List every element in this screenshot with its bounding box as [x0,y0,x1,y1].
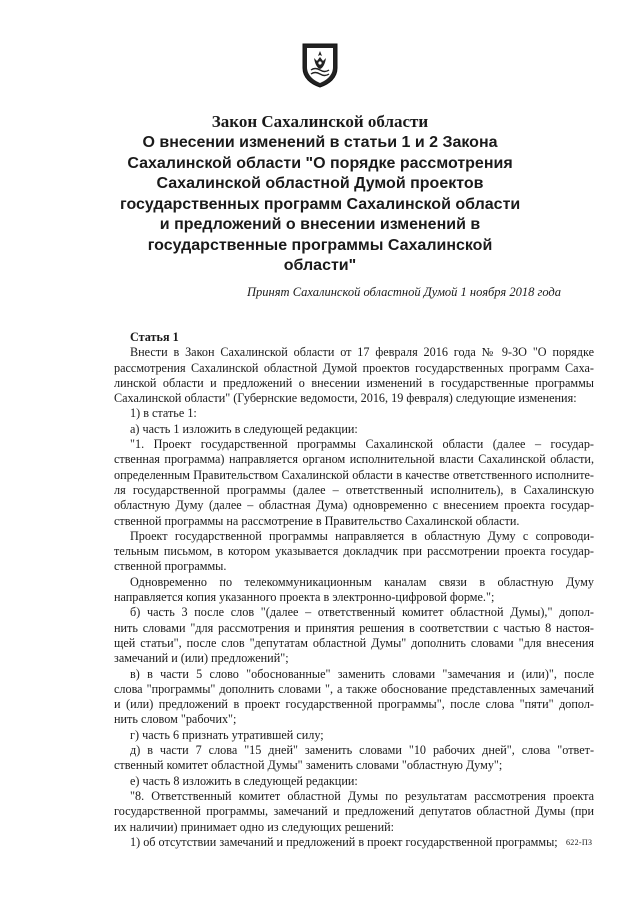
subject-line: государственные программы Сахалинской [147,236,493,254]
text-line: е) часть 8 изложить в следующей редакции: [130,773,358,788]
subject-line: Сахалинской областной Думой проектов [156,175,484,192]
text-line: тельным письмом, в котором указывается докладчик при рассмотрении проекта государ- [114,544,594,559]
text-line: государственной программы, замечаний и предложений депутатов областной Думы (при [114,804,594,819]
text-line: д) в части 7 слова "15 дней" заменить словами "10 рабочих дней", слова "ответ- [130,743,594,758]
text-line: г) часть 6 признать утратившей силу; [130,727,324,742]
text-line: слова "программы" дополнить словами ", а также обоснование представленных замечаний [114,681,594,696]
text-line: ственный комитет областной Думы" заменить словами "областную Думу"; [114,758,503,773]
text-line: ля государственной программы (далее – ответственный исполнитель), в Сахалинскую [114,482,594,497]
text-line: нить словом "рабочих"; [114,712,237,727]
document-code: 622-ПЗ [566,838,593,847]
text-line: в) в части 5 слово "обоснованные" заменить словами "замечания и (или)", после [130,666,594,681]
text-line: 1) об отсутствии замечаний и предложений в проект государственной программы; [130,834,558,849]
text-line: ственной программы. [114,559,227,574]
text-line: и (или) предложений в проект государственной программы", после слова "пяти" допол- [114,697,594,712]
subject-line: государственных программ Сахалинской области [120,195,521,213]
subject-line: области" [283,257,357,274]
article-body [114,330,594,850]
adoption-note: Принят Сахалинской областной Думой 1 ноября 2018 года [247,285,561,299]
subject-line: и предложений о внесении изменений в [159,216,481,233]
text-line: Одновременно по телекоммуникационным каналам связи в областную Думу [130,574,594,589]
text-line: определенным Правительством Сахалинской области в качестве ответственного исполните- [114,467,594,482]
text-line: ственной программы на рассмотрение в Правительство Сахалинской области. [114,513,520,528]
text-line: "1. Проект государственной программы Сахалинской области (далее – государ- [130,437,594,452]
text-line: областную Думу (далее – областная Дума) одновременно с внесением проекта государ- [114,498,594,513]
text-line: линской области и предложений о внесении изменений в государственные программы [114,375,594,390]
text-line: замечаний и (или) предложений"; [114,651,289,666]
text-line: нить словами "для рассмотрения и принятия решения в соответствии с частью 8 настоя- [114,620,594,635]
law-title: Закон Сахалинской области [211,112,429,131]
subject-line: Сахалинской области "О порядке рассмотрения [127,154,513,172]
text-line: б) часть 3 после слов "(далее – ответственный комитет областной Думы)," допол- [130,605,594,620]
subject-line: О внесении изменений в статьи 1 и 2 Закона [142,134,498,151]
text-line: Сахалинской области" (Губернские ведомости, 2016, 19 февраля) следующие изменения: [114,391,577,406]
article-lines [114,345,594,850]
law-subject [120,133,520,277]
text-line: Внести в Закон Сахалинской области от 17 февраля 2016 года № 9-ЗО "О порядке [130,345,594,360]
text-line: рассмотрения Сахалинской областной Думой проектов государственных программ Саха- [114,360,594,375]
text-line: щей статьи", после слов "депутатам областной Думы" дополнить словами "для внесения [114,635,594,650]
text-line: 1) в статье 1: [130,406,197,421]
text-line: а) часть 1 изложить в следующей редакции: [130,421,358,436]
text-line: "8. Ответственный комитет областной Думы по результатам рассмотрения проекта [130,788,594,803]
text-line: Проект государственной программы направляется в областную Думу с сопроводи- [130,528,594,543]
text-line: их наличии) принимает одно из следующих решений: [114,819,395,834]
article-heading: Статья 1 [130,330,179,344]
text-line: ственная программа) направляется органом исполнительной власти Сахалинской области, [114,452,594,467]
coat-of-arms-icon [301,42,339,88]
text-line: направляется копия указанного проекта в электронно-цифровой форме."; [114,590,495,605]
